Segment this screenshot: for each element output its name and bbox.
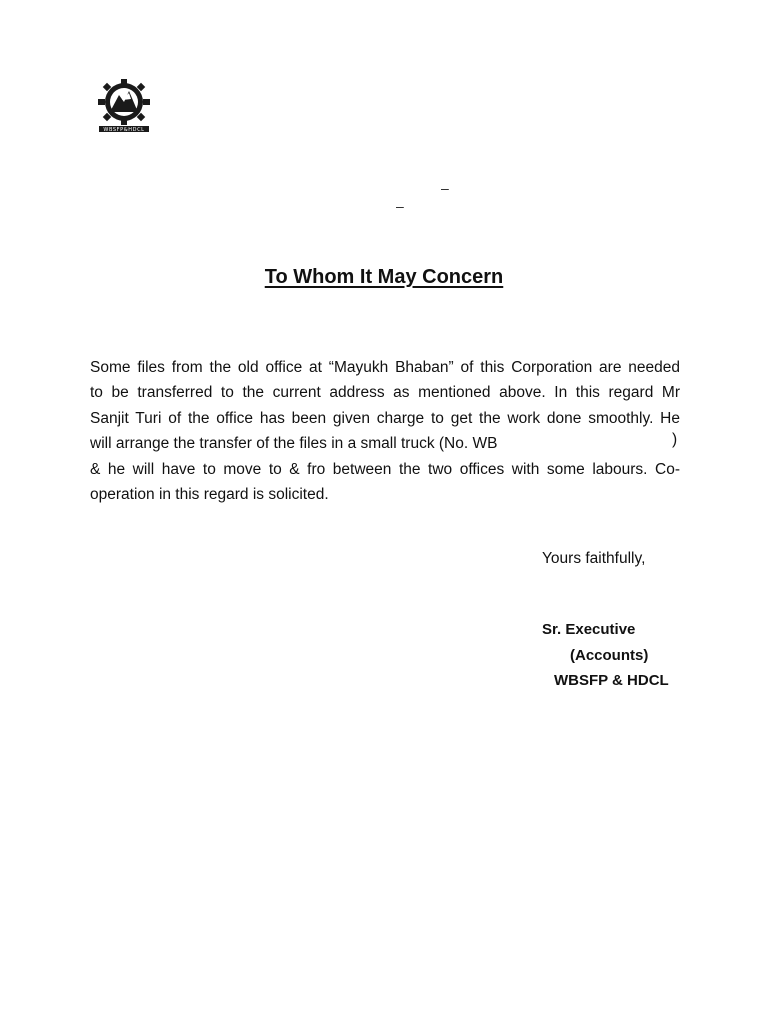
body-line: Some files from the old office at “Mayukh Bhaban” of this Corporation are needed bbox=[90, 359, 680, 376]
corporation-gear-emblem-icon bbox=[95, 78, 153, 134]
closing-salutation: Yours faithfully, bbox=[542, 550, 646, 567]
body-line: operation in this regard is solicited. bbox=[90, 486, 329, 504]
header-dash-1: – bbox=[441, 180, 449, 196]
header-dash-2: – bbox=[396, 198, 404, 214]
truck-number-close: ) bbox=[672, 431, 678, 448]
signature-organization: WBSFP & HDCL bbox=[554, 672, 669, 689]
body-line: & he will have to move to & fro between the two offices with some labours. Co- bbox=[90, 460, 680, 478]
letter-body bbox=[90, 355, 680, 507]
corporation-logo bbox=[95, 78, 153, 134]
body-line: to be transferred to the current address as mentioned above. In this regard Mr bbox=[90, 384, 680, 402]
svg-text:WBSFP&HDCL: WBSFP&HDCL bbox=[103, 127, 145, 133]
signature-department: (Accounts) bbox=[570, 647, 649, 664]
body-line: will arrange the transfer of the files in a small truck (No. WB bbox=[90, 435, 498, 453]
body-line: Sanjit Turi of the office has been given charge to get the work done smoothly. He bbox=[90, 409, 680, 427]
signature-designation: Sr. Executive bbox=[542, 621, 636, 638]
letter-title: To Whom It May Concern bbox=[264, 266, 504, 288]
